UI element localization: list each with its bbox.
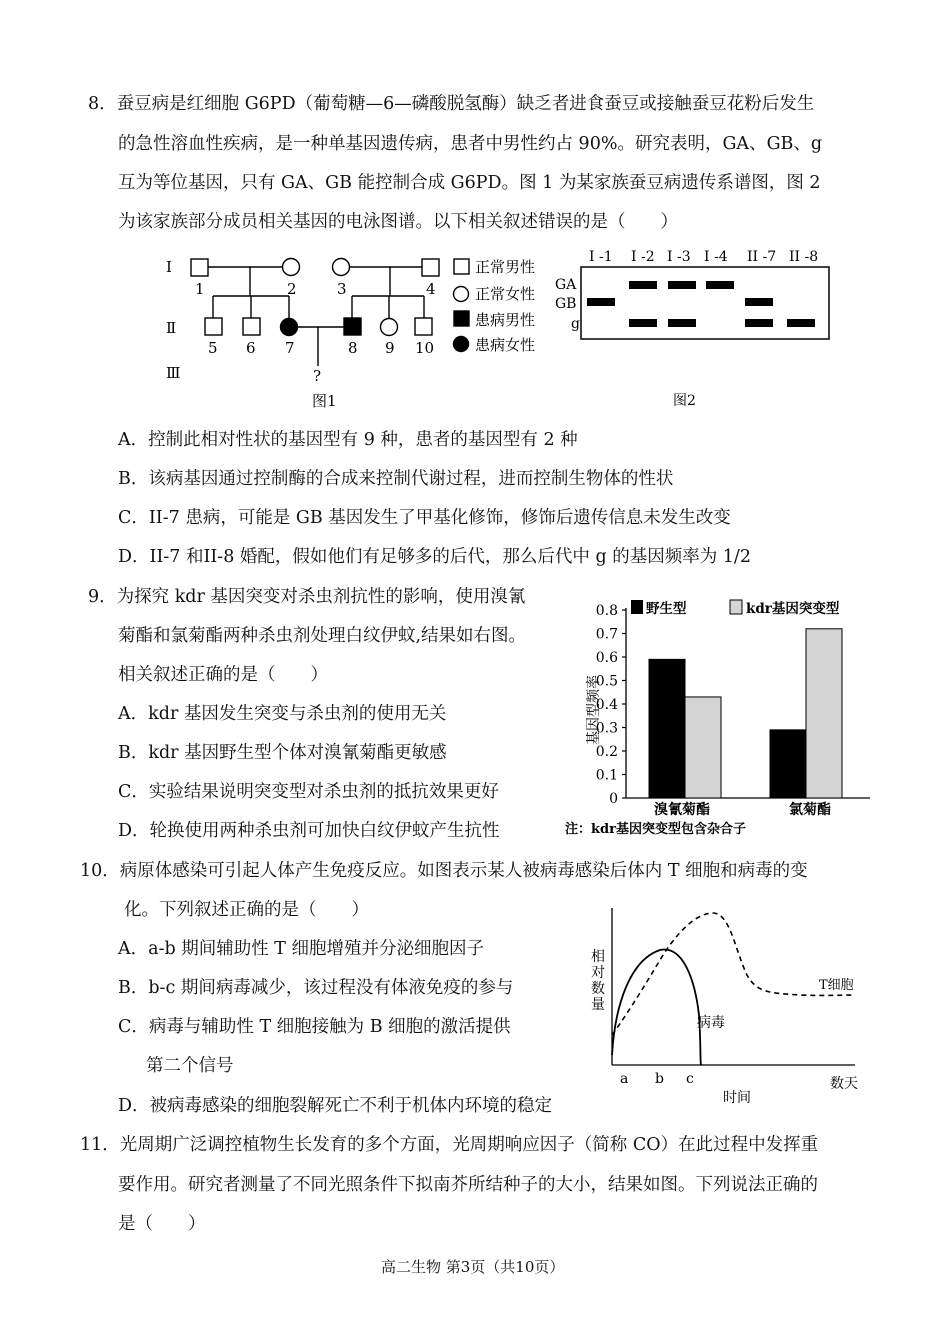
band-I3-g	[668, 319, 696, 327]
legend-affected-male: 患病男性	[475, 311, 536, 329]
id-3: 3	[337, 280, 347, 298]
y-tick-label: 0.6	[595, 650, 618, 666]
y-tick-label: 0.1	[595, 767, 618, 784]
q8-line-1: 8．蚕豆病是红细胞 G6PD（葡萄糖—6—磷酸脱氢酶）缺乏者进食蚕豆或接触蚕豆花粉后发生	[88, 94, 815, 114]
y-tick-label: 0.5	[595, 673, 618, 690]
ind-II-7	[281, 319, 298, 336]
y-tick-label: 0.4	[595, 697, 618, 713]
q10-option-a: A．a-b 期间辅助性 T 细胞增殖并分泌细胞因子	[118, 939, 485, 959]
chart-note: 注：kdr基因突变型包含杂合子	[565, 822, 746, 837]
q9-line-2: 菊酯和氯菊酯两种杀虫剂处理白纹伊蚊,结果如右图。	[118, 626, 527, 646]
ind-II-6	[243, 318, 260, 335]
row-g: g	[571, 316, 580, 332]
fig2-caption: 图2	[673, 393, 696, 409]
pedigree-figure	[160, 250, 560, 420]
q11-line-2: 要作用。研究者测量了不同光照条件下拟南芥所结种子的大小，结果如图。下列说法正确的	[118, 1175, 818, 1195]
bar-wild-1	[649, 659, 685, 798]
page-footer: 高二生物 第3页（共10页）	[381, 1258, 565, 1276]
graph-ylabel-2: 对	[591, 965, 605, 981]
y-tick-label: 0.2	[595, 744, 618, 760]
chart-ylabel: 基因型频率	[586, 675, 602, 745]
ind-II-8	[344, 318, 361, 335]
y-tick-label: 0.3	[595, 720, 618, 737]
category-1: 溴氰菊酯	[654, 802, 710, 818]
band-II7-GB	[745, 298, 773, 306]
legend-normal-female-icon	[454, 287, 469, 302]
immune-response-graph	[585, 905, 875, 1110]
band-I4-GA	[706, 281, 734, 289]
id-4: 4	[426, 280, 436, 298]
q11-line-1: 11．光周期广泛调控植物生长发育的多个方面，光周期响应因子（简称 CO）在此过程中发挥重	[80, 1135, 819, 1155]
bar-wild-2	[770, 730, 806, 798]
y-tick-label: 0.8	[595, 603, 618, 619]
band-I1-GB	[587, 298, 615, 306]
q8-line-3: 互为等位基因，只有 GA、GB 能控制合成 G6PD。图 1 为某家族蚕豆病遗传系谱图，图 2	[118, 173, 821, 193]
q8-option-d: D．II-7 和II-8 婚配，假如他们有足够多的后代，那么后代中 g 的基因频率为 1/2	[118, 547, 751, 567]
bar-mutant-1	[685, 697, 721, 798]
q10-option-d: D．被病毒感染的细胞裂解死亡不利于机体内环境的稳定	[118, 1096, 553, 1116]
id-6: 6	[246, 339, 256, 357]
ind-I-3	[333, 259, 350, 276]
ind-II-5	[205, 318, 222, 335]
band-I3-GA	[668, 281, 696, 289]
q8-option-b: B．该病基因通过控制酶的合成来控制代谢过程，进而控制生物体的性状	[118, 469, 674, 489]
fig1-caption: 图1	[312, 392, 337, 410]
band-I2-g	[629, 319, 657, 327]
q8-line-2: 的急性溶血性疾病，是一种单基因遗传病，患者中男性约占 90%。研究表明，GA、GB、g	[118, 134, 823, 154]
row-GA: GA	[555, 277, 577, 293]
id-8: 8	[348, 339, 358, 357]
electrophoresis-figure	[553, 245, 838, 415]
y-tick-label: 0.7	[595, 626, 618, 643]
q10-option-b: B．b-c 期间病毒减少，该过程没有体液免疫的参与	[118, 978, 514, 998]
ind-II-10	[415, 318, 432, 335]
legend-wild: 野生型	[646, 601, 687, 617]
tick-a: a	[620, 1071, 629, 1087]
legend-normal-male-icon	[454, 259, 469, 274]
unknown-child: ?	[313, 367, 322, 385]
t-cell-curve	[612, 913, 855, 1035]
q9-option-a: A．kdr 基因发生突变与杀虫剂的使用无关	[118, 704, 447, 724]
legend-affected-male-icon	[454, 311, 469, 326]
graph-unit: 数天	[830, 1076, 858, 1092]
tick-c: c	[686, 1071, 694, 1087]
lane-I-3: I -3	[667, 249, 691, 265]
lane-I-1: I -1	[589, 249, 613, 265]
gen-I-label: Ⅰ	[166, 258, 172, 276]
q8-line-4: 为该家族部分成员相关基因的电泳图谱。以下相关叙述错误的是（ ）	[118, 212, 678, 232]
q9-line-1: 9．为探究 kdr 基因突变对杀虫剂抗性的影响，使用溴氰	[88, 587, 526, 607]
q10-option-c-cont: 第二个信号	[146, 1056, 234, 1076]
bar-mutant-2	[806, 629, 842, 798]
lane-I-4: I -4	[704, 249, 728, 265]
legend-normal-female: 正常女性	[475, 285, 536, 303]
category-2: 氯菊酯	[789, 802, 831, 818]
lane-I-2: I -2	[631, 249, 655, 265]
id-5: 5	[208, 339, 218, 357]
q9-option-c: C．实验结果说明突变型对杀虫剂的抵抗效果更好	[118, 782, 499, 802]
ind-II-9	[381, 319, 398, 336]
id-10: 10	[415, 339, 435, 357]
lane-II-7: II -7	[747, 249, 777, 265]
band-I2-GA	[629, 281, 657, 289]
id-7: 7	[285, 339, 295, 357]
q8-option-a: A．控制此相对性状的基因型有 9 种，患者的基因型有 2 种	[118, 430, 578, 450]
band-II8-g	[787, 319, 815, 327]
t-cell-label: T细胞	[819, 978, 854, 993]
graph-xlabel: 时间	[723, 1090, 751, 1106]
q10-option-c: C．病毒与辅助性 T 细胞接触为 B 细胞的激活提供	[118, 1017, 511, 1037]
gen-III-label: Ⅲ	[166, 364, 181, 382]
graph-ylabel-3: 数	[591, 981, 605, 997]
q8-option-c: C．II-7 患病，可能是 GB 基因发生了甲基化修饰，修饰后遗传信息未发生改变	[118, 508, 731, 528]
row-GB: GB	[555, 296, 577, 312]
genotype-frequency-chart	[560, 590, 880, 840]
lane-II-8: II -8	[789, 249, 819, 265]
legend-mutant-swatch	[730, 600, 742, 614]
q9-option-b: B．kdr 基因野生型个体对溴氰菊酯更敏感	[118, 743, 447, 763]
legend-affected-female-icon	[454, 337, 469, 352]
y-tick-label: 0	[609, 791, 618, 807]
band-II7-g	[745, 319, 773, 327]
q9-line-3: 相关叙述正确的是（ ）	[118, 665, 328, 685]
id-2: 2	[287, 280, 297, 298]
id-9: 9	[385, 339, 395, 357]
gen-II-label: Ⅱ	[166, 319, 177, 337]
graph-ylabel-4: 量	[591, 997, 605, 1013]
virus-label: 病毒	[697, 1015, 725, 1031]
id-1: 1	[195, 280, 205, 298]
ind-I-1	[191, 259, 208, 276]
q10-line-2: 化。下列叙述正确的是（ ）	[124, 900, 369, 920]
q11-line-3: 是（ ）	[118, 1214, 206, 1234]
legend-mutant: kdr基因突变型	[746, 601, 840, 617]
graph-ylabel-1: 相	[591, 949, 605, 965]
q9-option-d: D．轮换使用两种杀虫剂可加快白纹伊蚊产生抗性	[118, 821, 500, 841]
legend-wild-swatch	[631, 600, 643, 614]
ind-I-2	[283, 259, 300, 276]
ind-I-4	[422, 259, 439, 276]
legend-normal-male: 正常男性	[475, 258, 536, 276]
legend-affected-female: 患病女性	[475, 336, 536, 354]
q10-line-1: 10．病原体感染可引起人体产生免疫反应。如图表示某人被病毒感染后体内 T 细胞和病毒的变	[80, 861, 808, 881]
tick-b: b	[655, 1071, 664, 1087]
